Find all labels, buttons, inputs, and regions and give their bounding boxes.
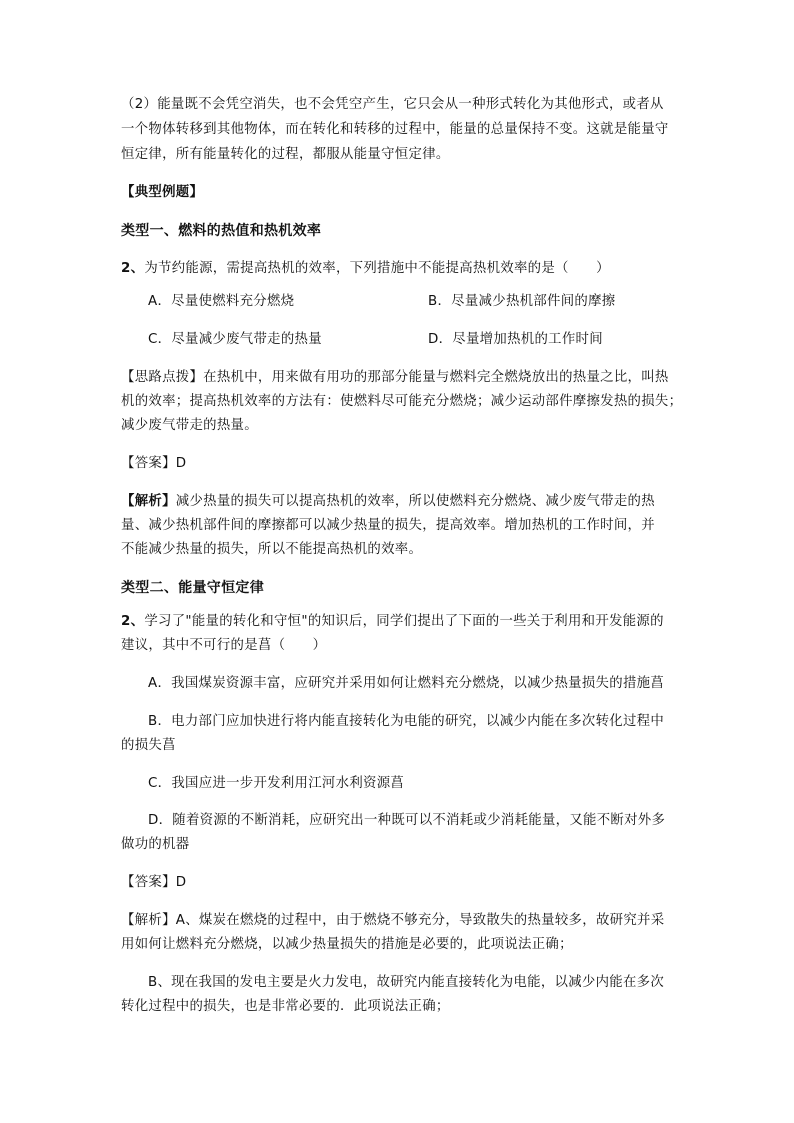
type1-analysis-text: 减少热量的损失可以提高热机的效率，所以使燃料充分燃烧、减少废气带走的热 bbox=[175, 494, 655, 509]
type2-answer: 【答案】D bbox=[121, 875, 187, 890]
type1-question-number: 2、 bbox=[121, 261, 145, 276]
type1-analysis-label: 【解析】 bbox=[121, 494, 176, 509]
type2-option-c: C．我国应进一步开发利用江河水利资源菖 bbox=[148, 776, 405, 791]
type2-question-text: 学习了"能量的转化和守恒"的知识后，同学们提出了下面的一些关于利用和开发能源的 bbox=[144, 614, 664, 629]
type1-hint-line-1: 【思路点拨】在热机中，用来做有用功的那部分能量与燃料完全燃烧放出的热量之比，叫热 bbox=[121, 370, 669, 385]
type1-answer: 【答案】D bbox=[121, 456, 187, 471]
type2-question-number: 2、 bbox=[121, 614, 145, 629]
intro-line-3: 恒定律，所有能量转化的过程，都服从能量守恒定律。 bbox=[121, 147, 450, 162]
type1-question-text: 为节约能源，需提高热机的效率，下列措施中不能提高热机效率的是（ ） bbox=[144, 261, 610, 276]
type2-option-b-line-2: 的损失菖 bbox=[121, 738, 176, 753]
type1-heading: 类型一、燃料的热值和热机效率 bbox=[121, 223, 322, 239]
type2-question-line-2: 建议，其中不可行的是菖（ ） bbox=[121, 638, 327, 653]
type1-hint-line-3: 减少废气带走的热量。 bbox=[121, 418, 258, 433]
type2-analysis-line-3: B、现在我国的发电主要是火力发电，故研究内能直接转化为电能，以减少内能在多次 bbox=[148, 975, 665, 990]
type2-option-d-line-2: 做功的机器 bbox=[121, 837, 190, 852]
type2-option-b-line-1: B．电力部门应加快进行将内能直接转化为电能的研究，以减少内能在多次转化过程中 bbox=[148, 714, 665, 729]
type2-heading: 类型二、能量守恒定律 bbox=[121, 580, 264, 596]
type2-option-d-line-1: D．随着资源的不断消耗，应研究出一种既可以不消耗或少消耗能量，又能不断对外多 bbox=[148, 813, 666, 828]
type1-option-a: A．尽量使燃料充分燃烧 bbox=[148, 294, 295, 309]
type1-option-d: D．尽量增加热机的工作时间 bbox=[428, 332, 603, 347]
type1-option-b: B．尽量减少热机部件间的摩擦 bbox=[428, 294, 616, 309]
type2-analysis-line-2: 用如何让燃料充分燃烧，以减少热量损失的措施是必要的，此项说法正确； bbox=[121, 937, 573, 952]
type1-question bbox=[121, 259, 610, 279]
type2-question-line-1 bbox=[121, 612, 664, 632]
type2-option-a: A．我国煤炭资源丰富，应研究并采用如何让燃料充分燃烧，以减少热量损失的措施菖 bbox=[148, 676, 665, 691]
type1-analysis-line-2: 量、减少热机部件间的摩擦都可以减少热量的损失，提高效率。增加热机的工作时间，并 bbox=[121, 518, 655, 533]
intro-line-2: 一个物体转移到其他物体，而在转化和转移的过程中，能量的总量保持不变。这就是能量守 bbox=[121, 122, 669, 137]
type2-analysis-line-1: 【解析】A、煤炭在燃烧的过程中，由于燃烧不够充分，导致散失的热量较多，故研究并采 bbox=[121, 913, 665, 928]
section-heading: 【典型例题】 bbox=[121, 185, 204, 200]
type1-hint-line-2: 机的效率；提高热机效率的方法有：使燃料尽可能充分燃烧；减少运动部件摩擦发热的损失； bbox=[121, 394, 683, 409]
intro-line-1: （2）能量既不会凭空消失，也不会凭空产生，它只会从一种形式转化为其他形式，或者从 bbox=[121, 97, 664, 112]
type2-analysis-line-4: 转化过程中的损失，也是非常必要的．此项说法正确； bbox=[121, 999, 450, 1014]
type1-option-c: C．尽量减少废气带走的热量 bbox=[148, 332, 322, 347]
type1-analysis-line-1 bbox=[121, 492, 655, 512]
type1-analysis-line-3: 不能减少热量的损失，所以不能提高热机的效率。 bbox=[121, 542, 423, 557]
